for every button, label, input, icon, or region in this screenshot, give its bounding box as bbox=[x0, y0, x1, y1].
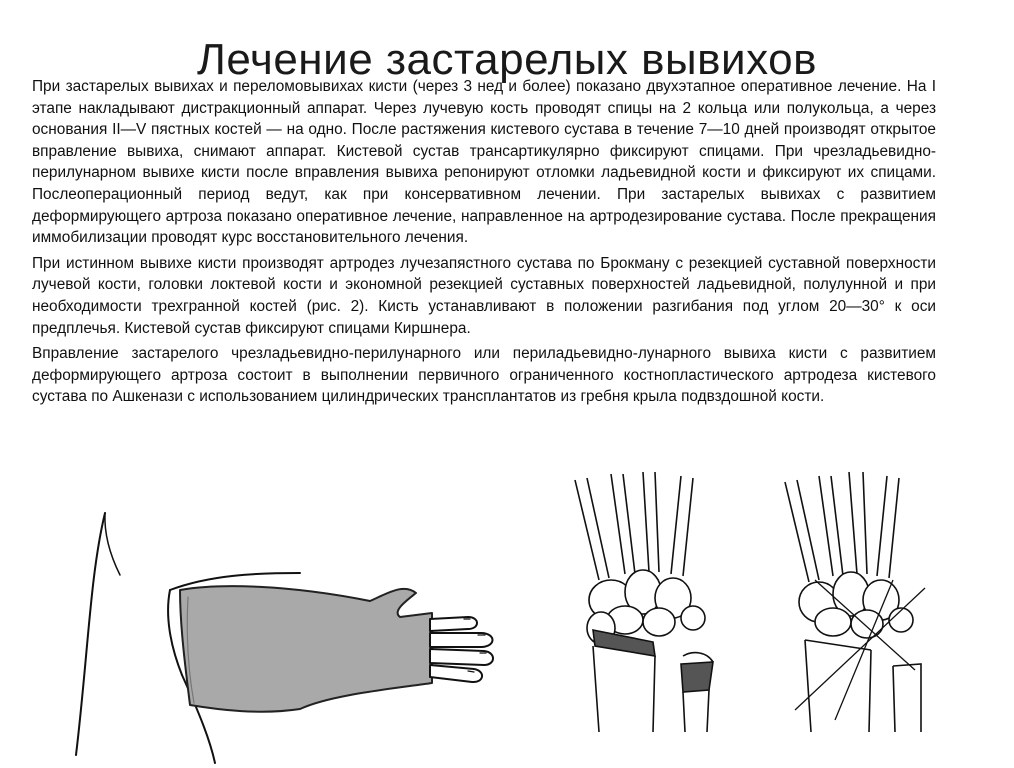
ulna-resection bbox=[681, 662, 713, 692]
paragraph-3: Вправление застарелого чрезладьевидно-перилунарного или периладьевидно-лунарного вывиха кисти с развитием деформирующего артроза состоит в выполнении первичного ограниченного костнопластического артродеза кистевого сустава по Ашкенази с использованием цилиндрических трансплантатов из гребня крыла подвздошной кости. bbox=[32, 345, 936, 406]
cast-shape bbox=[180, 586, 432, 712]
cast-illustration bbox=[70, 505, 510, 765]
paragraph-2: При истинном вывихе кисти производят артродез лучезапястного сустава по Брокману с резекцией суставной поверхности лучевой кости, головки локтевой кости и экономной резекцией суставных поверхностей ладьевидной, полулунной и при необходимости трехгранной костей (рис. 2). Кисть устанавливают в положении разгибания под углом 20—30° к оси предплечья. Кистевой сустав фиксируют спицами Киршнера. bbox=[32, 254, 936, 337]
body-text bbox=[32, 76, 936, 412]
paragraph-1: При застарелых вывихах и переломовывихах кисти (через 3 нед и более) показано двухэтапное оперативное лечение. На I этапе накладывают дистракционный аппарат. Через лучевую кость проводят спицы на 2 кольца или полукольца, а через основания II—V пястных костей — на одно. После растяжения кистевого сустава в течение 7—10 дней производят открытое вправление вывиха, снимают аппарат. Кистевой сустав трансартикулярно фиксируют спицами. При чрезладьевидно-перилунарном вывихе кисти после вправления вывиха репонируют отломки ладьевидной кости и фиксируют их спицами. Послеоперационный период ведут, как при консервативном лечении. При застарелых вывихах с развитием деформирующего артроза показано оперативное лечение, направленное на артродезирование сустава. После прекращения иммобилизации проводят курс восстановительного лечения. bbox=[32, 78, 936, 247]
slide-title: Лечение застарелых вывихов bbox=[197, 35, 817, 84]
xray-right-diagram bbox=[775, 470, 975, 740]
xray-left-diagram bbox=[563, 470, 763, 740]
